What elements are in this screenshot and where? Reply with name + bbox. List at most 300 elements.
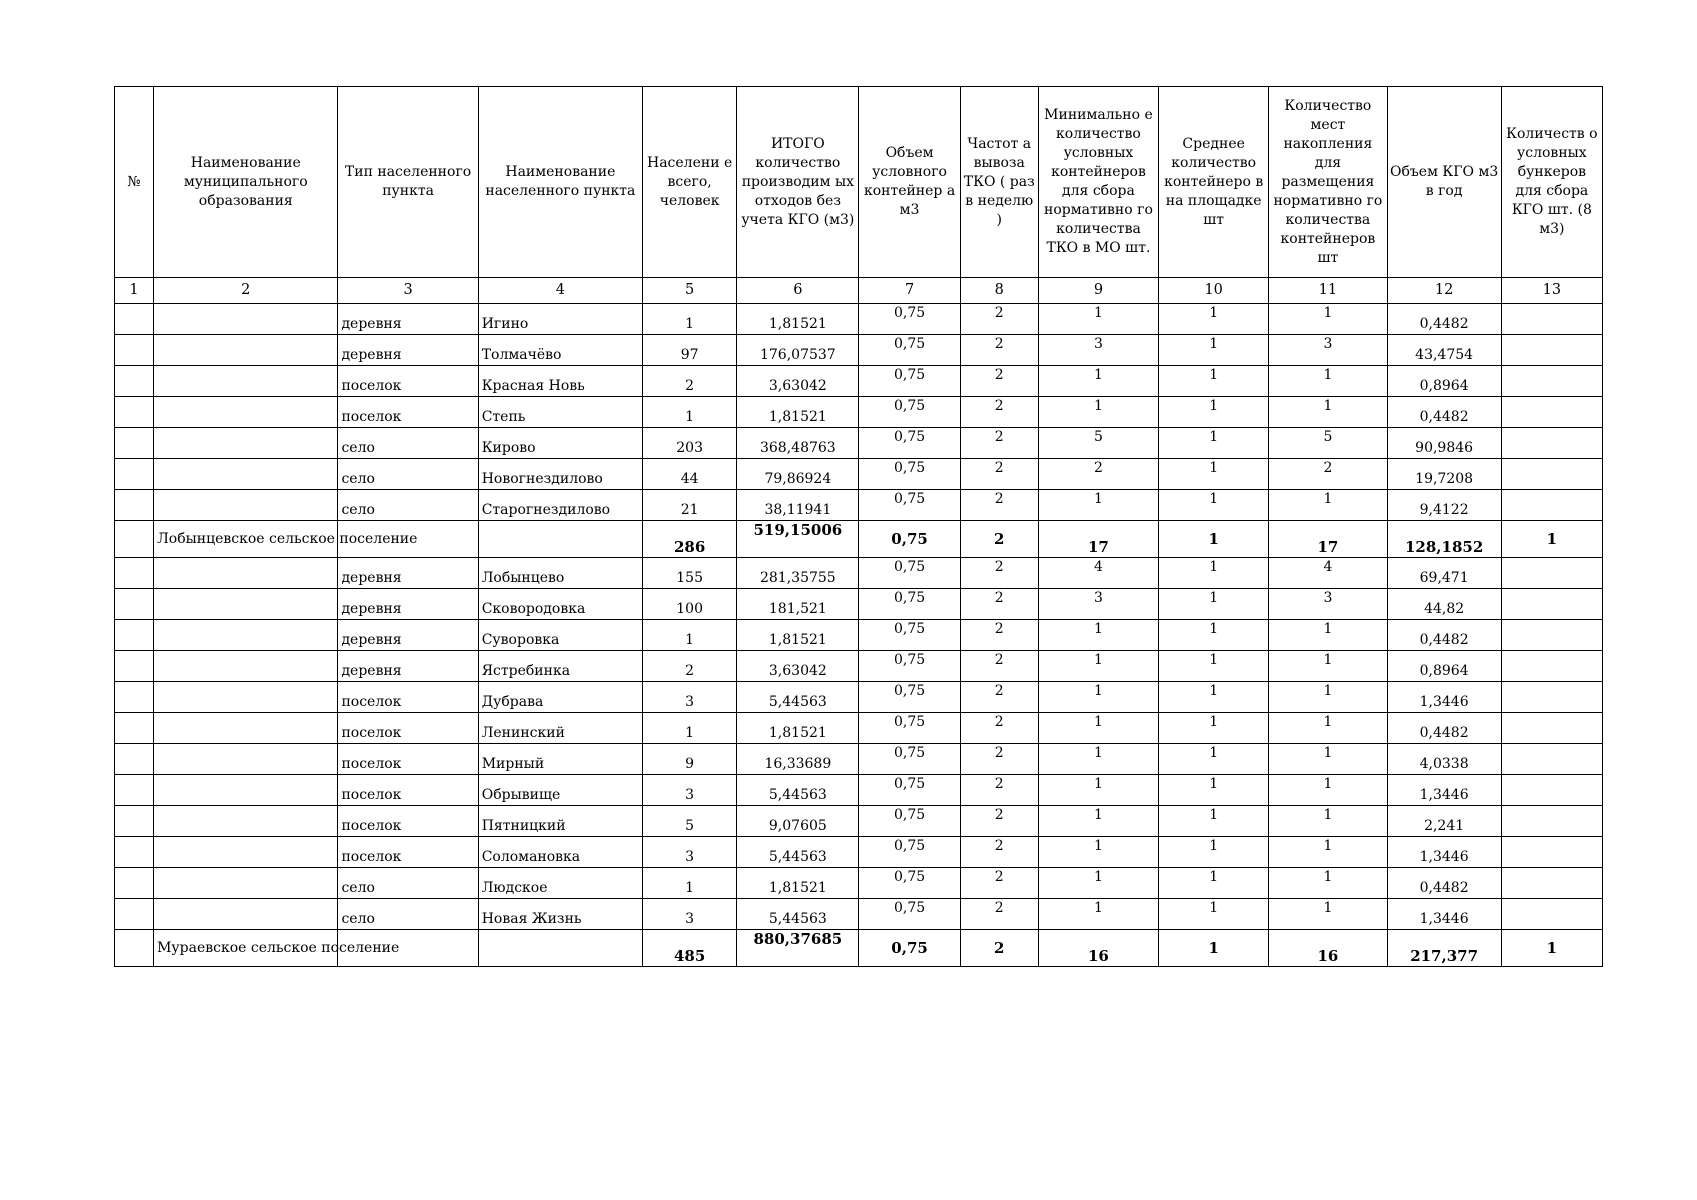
column-header: № (115, 87, 154, 278)
cell-bunkers (1501, 304, 1602, 335)
cell-places: 1 (1269, 651, 1387, 682)
cell-kgo-volume: 0,4482 (1387, 868, 1501, 899)
column-number: 9 (1038, 278, 1158, 304)
cell-min-containers: 4 (1038, 558, 1158, 589)
cell-municipality (154, 651, 338, 682)
cell-min-containers: 5 (1038, 428, 1158, 459)
cell-name: Степь (478, 397, 642, 428)
cell-bunkers (1501, 837, 1602, 868)
cell-bunkers (1501, 682, 1602, 713)
cell-avg-containers: 1 (1159, 490, 1269, 521)
cell-min-containers: 1 (1038, 620, 1158, 651)
cell-no (115, 837, 154, 868)
cell-kgo-volume: 1,3446 (1387, 899, 1501, 930)
header-row (115, 87, 1603, 278)
cell-name (478, 930, 642, 967)
cell-container-volume: 0,75 (859, 589, 960, 620)
cell-kgo-volume: 69,471 (1387, 558, 1501, 589)
cell-waste-total: 1,81521 (737, 713, 859, 744)
cell-frequency: 2 (960, 366, 1038, 397)
cell-type: поселок (338, 713, 478, 744)
column-number: 5 (643, 278, 737, 304)
cell-kgo-volume: 0,4482 (1387, 620, 1501, 651)
cell-municipality (154, 682, 338, 713)
cell-avg-containers: 1 (1159, 899, 1269, 930)
cell-avg-containers: 1 (1159, 366, 1269, 397)
cell-places: 2 (1269, 459, 1387, 490)
cell-population: 203 (643, 428, 737, 459)
cell-places: 1 (1269, 775, 1387, 806)
cell-kgo-volume: 1,3446 (1387, 837, 1501, 868)
cell-type: деревня (338, 651, 478, 682)
cell-frequency: 2 (960, 713, 1038, 744)
cell-min-containers: 1 (1038, 775, 1158, 806)
cell-no (115, 397, 154, 428)
table-row (115, 304, 1603, 335)
cell-places: 1 (1269, 806, 1387, 837)
municipality-name: Мураевское сельское поселение (154, 930, 338, 967)
cell-avg-containers: 1 (1159, 682, 1269, 713)
cell-kgo-volume: 1,3446 (1387, 775, 1501, 806)
cell-population: 2 (643, 366, 737, 397)
cell-container-volume: 0,75 (859, 366, 960, 397)
cell-no (115, 521, 154, 558)
column-number: 4 (478, 278, 642, 304)
cell-no (115, 806, 154, 837)
cell-name: Толмачёво (478, 335, 642, 366)
cell-municipality (154, 899, 338, 930)
cell-population: 1 (643, 620, 737, 651)
cell-population: 3 (643, 775, 737, 806)
cell-kgo-volume: 2,241 (1387, 806, 1501, 837)
column-number: 2 (154, 278, 338, 304)
cell-waste-total: 176,07537 (737, 335, 859, 366)
cell-container-volume: 0,75 (859, 682, 960, 713)
table-row (115, 428, 1603, 459)
cell-population: 97 (643, 335, 737, 366)
cell-frequency: 2 (960, 806, 1038, 837)
cell-frequency: 2 (960, 304, 1038, 335)
cell-population: 3 (643, 899, 737, 930)
cell-places: 1 (1269, 620, 1387, 651)
cell-population: 155 (643, 558, 737, 589)
cell-min-containers: 2 (1038, 459, 1158, 490)
cell-bunkers (1501, 558, 1602, 589)
cell-frequency: 2 (960, 397, 1038, 428)
column-number: 3 (338, 278, 478, 304)
cell-frequency: 2 (960, 620, 1038, 651)
cell-bunkers (1501, 744, 1602, 775)
cell-bunkers (1501, 806, 1602, 837)
cell-name: Старогнездилово (478, 490, 642, 521)
cell-container-volume: 0,75 (859, 775, 960, 806)
cell-places: 1 (1269, 868, 1387, 899)
cell-name: Ястребинка (478, 651, 642, 682)
cell-waste-total: 1,81521 (737, 868, 859, 899)
cell-type: деревня (338, 558, 478, 589)
cell-places: 1 (1269, 304, 1387, 335)
cell-municipality (154, 775, 338, 806)
cell-municipality (154, 490, 338, 521)
table-row (115, 713, 1603, 744)
cell-no (115, 868, 154, 899)
cell-kgo-volume: 44,82 (1387, 589, 1501, 620)
cell-no (115, 682, 154, 713)
cell-type: деревня (338, 620, 478, 651)
cell-name: Игино (478, 304, 642, 335)
cell-bunkers (1501, 713, 1602, 744)
cell-type: деревня (338, 304, 478, 335)
table-row (115, 589, 1603, 620)
cell-places: 1 (1269, 744, 1387, 775)
cell-waste-total: 1,81521 (737, 620, 859, 651)
cell-bunkers (1501, 397, 1602, 428)
cell-places: 1 (1269, 713, 1387, 744)
column-header: Объем условного контейнер а м3 (859, 87, 960, 278)
column-number: 11 (1269, 278, 1387, 304)
cell-places: 1 (1269, 397, 1387, 428)
cell-avg-containers: 1 (1159, 837, 1269, 868)
cell-waste-total: 3,63042 (737, 651, 859, 682)
cell-population: 3 (643, 837, 737, 868)
subtotal-row (115, 930, 1603, 967)
cell-no (115, 651, 154, 682)
cell-container-volume: 0,75 (859, 428, 960, 459)
cell-container-volume: 0,75 (859, 304, 960, 335)
cell-places: 5 (1269, 428, 1387, 459)
cell-min-containers: 3 (1038, 335, 1158, 366)
column-header: Частот а вывоза ТКО ( раз в неделю ) (960, 87, 1038, 278)
waste-containers-table (114, 86, 1603, 967)
cell-waste-total: 5,44563 (737, 682, 859, 713)
column-header: ИТОГО количество производим ых отходов без учета КГО (м3) (737, 87, 859, 278)
cell-frequency: 2 (960, 837, 1038, 868)
cell-bunkers: 1 (1501, 521, 1602, 558)
table-row (115, 558, 1603, 589)
cell-container-volume: 0,75 (859, 930, 960, 967)
cell-avg-containers: 1 (1159, 713, 1269, 744)
cell-population: 485 (643, 930, 737, 967)
cell-places: 16 (1269, 930, 1387, 967)
cell-frequency: 2 (960, 775, 1038, 806)
cell-waste-total: 5,44563 (737, 837, 859, 868)
cell-frequency: 2 (960, 335, 1038, 366)
column-number: 8 (960, 278, 1038, 304)
cell-no (115, 713, 154, 744)
cell-avg-containers: 1 (1159, 651, 1269, 682)
cell-waste-total: 9,07605 (737, 806, 859, 837)
column-header: Объем КГО м3 в год (1387, 87, 1501, 278)
cell-min-containers: 1 (1038, 899, 1158, 930)
cell-min-containers: 1 (1038, 806, 1158, 837)
cell-kgo-volume: 128,1852 (1387, 521, 1501, 558)
cell-municipality (154, 558, 338, 589)
cell-waste-total: 181,521 (737, 589, 859, 620)
cell-waste-total: 281,35755 (737, 558, 859, 589)
cell-name: Суворовка (478, 620, 642, 651)
cell-avg-containers: 1 (1159, 459, 1269, 490)
cell-places: 1 (1269, 899, 1387, 930)
cell-container-volume: 0,75 (859, 806, 960, 837)
table-row (115, 366, 1603, 397)
cell-bunkers: 1 (1501, 930, 1602, 967)
cell-frequency: 2 (960, 930, 1038, 967)
cell-min-containers: 1 (1038, 490, 1158, 521)
cell-waste-total: 1,81521 (737, 304, 859, 335)
table-row (115, 682, 1603, 713)
cell-no (115, 428, 154, 459)
cell-kgo-volume: 0,4482 (1387, 304, 1501, 335)
cell-no (115, 490, 154, 521)
table-row (115, 490, 1603, 521)
cell-kgo-volume: 1,3446 (1387, 682, 1501, 713)
cell-min-containers: 1 (1038, 366, 1158, 397)
table-row (115, 620, 1603, 651)
cell-kgo-volume: 0,4482 (1387, 713, 1501, 744)
cell-name: Ленинский (478, 713, 642, 744)
cell-min-containers: 1 (1038, 651, 1158, 682)
column-header: Тип населенного пункта (338, 87, 478, 278)
cell-waste-total: 1,81521 (737, 397, 859, 428)
cell-municipality (154, 304, 338, 335)
table-row (115, 806, 1603, 837)
cell-bunkers (1501, 589, 1602, 620)
cell-population: 1 (643, 713, 737, 744)
cell-avg-containers: 1 (1159, 589, 1269, 620)
cell-min-containers: 3 (1038, 589, 1158, 620)
cell-type: село (338, 459, 478, 490)
column-number: 13 (1501, 278, 1602, 304)
cell-container-volume: 0,75 (859, 558, 960, 589)
table-row (115, 775, 1603, 806)
cell-frequency: 2 (960, 899, 1038, 930)
cell-type: деревня (338, 589, 478, 620)
cell-frequency: 2 (960, 589, 1038, 620)
cell-type: поселок (338, 775, 478, 806)
cell-population: 1 (643, 397, 737, 428)
column-header: Населени е всего, человек (643, 87, 737, 278)
cell-kgo-volume: 19,7208 (1387, 459, 1501, 490)
cell-municipality (154, 428, 338, 459)
cell-type: село (338, 428, 478, 459)
cell-container-volume: 0,75 (859, 744, 960, 775)
cell-name: Мирный (478, 744, 642, 775)
column-header: Наименование муниципального образования (154, 87, 338, 278)
cell-waste-total: 368,48763 (737, 428, 859, 459)
cell-type: село (338, 868, 478, 899)
cell-kgo-volume: 9,4122 (1387, 490, 1501, 521)
cell-population: 5 (643, 806, 737, 837)
cell-name: Лобынцево (478, 558, 642, 589)
table-body (115, 304, 1603, 967)
cell-kgo-volume: 0,8964 (1387, 366, 1501, 397)
cell-places: 1 (1269, 682, 1387, 713)
cell-no (115, 558, 154, 589)
cell-type: село (338, 899, 478, 930)
cell-name: Дубрава (478, 682, 642, 713)
cell-no (115, 744, 154, 775)
cell-places: 17 (1269, 521, 1387, 558)
cell-municipality (154, 713, 338, 744)
cell-waste-total: 38,11941 (737, 490, 859, 521)
cell-no (115, 589, 154, 620)
cell-population: 1 (643, 868, 737, 899)
cell-frequency: 2 (960, 521, 1038, 558)
cell-kgo-volume: 0,8964 (1387, 651, 1501, 682)
cell-avg-containers: 1 (1159, 868, 1269, 899)
cell-avg-containers: 1 (1159, 775, 1269, 806)
cell-min-containers: 1 (1038, 713, 1158, 744)
cell-bunkers (1501, 868, 1602, 899)
cell-container-volume: 0,75 (859, 335, 960, 366)
cell-waste-total: 519,15006 (737, 521, 859, 558)
cell-min-containers: 1 (1038, 304, 1158, 335)
cell-name: Соломановка (478, 837, 642, 868)
cell-name: Красная Новь (478, 366, 642, 397)
cell-name: Сковородовка (478, 589, 642, 620)
cell-places: 1 (1269, 366, 1387, 397)
cell-frequency: 2 (960, 459, 1038, 490)
cell-container-volume: 0,75 (859, 397, 960, 428)
cell-bunkers (1501, 620, 1602, 651)
cell-avg-containers: 1 (1159, 397, 1269, 428)
cell-no (115, 930, 154, 967)
cell-kgo-volume: 0,4482 (1387, 397, 1501, 428)
cell-container-volume: 0,75 (859, 868, 960, 899)
cell-municipality (154, 837, 338, 868)
cell-min-containers: 1 (1038, 682, 1158, 713)
column-number: 10 (1159, 278, 1269, 304)
cell-name: Пятницкий (478, 806, 642, 837)
cell-min-containers: 1 (1038, 868, 1158, 899)
cell-avg-containers: 1 (1159, 744, 1269, 775)
column-number: 6 (737, 278, 859, 304)
cell-bunkers (1501, 335, 1602, 366)
table-row (115, 744, 1603, 775)
cell-municipality (154, 744, 338, 775)
cell-type: поселок (338, 806, 478, 837)
cell-waste-total: 5,44563 (737, 899, 859, 930)
table-row (115, 651, 1603, 682)
cell-container-volume: 0,75 (859, 651, 960, 682)
cell-min-containers: 1 (1038, 744, 1158, 775)
cell-min-containers: 1 (1038, 837, 1158, 868)
cell-type: село (338, 490, 478, 521)
column-number: 12 (1387, 278, 1501, 304)
cell-container-volume: 0,75 (859, 490, 960, 521)
column-number: 7 (859, 278, 960, 304)
cell-population: 1 (643, 304, 737, 335)
cell-min-containers: 17 (1038, 521, 1158, 558)
cell-container-volume: 0,75 (859, 620, 960, 651)
cell-no (115, 620, 154, 651)
cell-waste-total: 880,37685 (737, 930, 859, 967)
cell-waste-total: 3,63042 (737, 366, 859, 397)
cell-kgo-volume: 217,377 (1387, 930, 1501, 967)
cell-avg-containers: 1 (1159, 558, 1269, 589)
cell-waste-total: 5,44563 (737, 775, 859, 806)
cell-frequency: 2 (960, 490, 1038, 521)
cell-type: поселок (338, 744, 478, 775)
table-row (115, 397, 1603, 428)
table-row (115, 459, 1603, 490)
cell-places: 3 (1269, 589, 1387, 620)
cell-bunkers (1501, 899, 1602, 930)
cell-container-volume: 0,75 (859, 521, 960, 558)
cell-population: 286 (643, 521, 737, 558)
cell-min-containers: 1 (1038, 397, 1158, 428)
cell-waste-total: 16,33689 (737, 744, 859, 775)
table-row (115, 868, 1603, 899)
cell-avg-containers: 1 (1159, 930, 1269, 967)
cell-municipality (154, 868, 338, 899)
cell-avg-containers: 1 (1159, 304, 1269, 335)
cell-container-volume: 0,75 (859, 837, 960, 868)
cell-bunkers (1501, 428, 1602, 459)
cell-frequency: 2 (960, 744, 1038, 775)
cell-population: 21 (643, 490, 737, 521)
cell-municipality (154, 806, 338, 837)
cell-population: 9 (643, 744, 737, 775)
cell-frequency: 2 (960, 868, 1038, 899)
cell-population: 2 (643, 651, 737, 682)
cell-no (115, 459, 154, 490)
cell-avg-containers: 1 (1159, 428, 1269, 459)
cell-frequency: 2 (960, 428, 1038, 459)
cell-population: 3 (643, 682, 737, 713)
subtotal-row (115, 521, 1603, 558)
cell-waste-total: 79,86924 (737, 459, 859, 490)
cell-places: 4 (1269, 558, 1387, 589)
cell-container-volume: 0,75 (859, 899, 960, 930)
cell-bunkers (1501, 651, 1602, 682)
cell-no (115, 366, 154, 397)
cell-municipality (154, 459, 338, 490)
cell-name (478, 521, 642, 558)
cell-name: Новая Жизнь (478, 899, 642, 930)
cell-frequency: 2 (960, 682, 1038, 713)
cell-frequency: 2 (960, 558, 1038, 589)
table-row (115, 837, 1603, 868)
cell-kgo-volume: 43,4754 (1387, 335, 1501, 366)
cell-type: поселок (338, 366, 478, 397)
column-header: Минимально е количество условных контейнеров для сбора нормативно го количества ТКО в МО шт. (1038, 87, 1158, 278)
cell-municipality (154, 589, 338, 620)
column-header: Количество мест накопления для размещения нормативно го количества контейнеров шт (1269, 87, 1387, 278)
cell-places: 3 (1269, 335, 1387, 366)
cell-bunkers (1501, 459, 1602, 490)
cell-type: поселок (338, 397, 478, 428)
cell-bunkers (1501, 775, 1602, 806)
table-row (115, 335, 1603, 366)
cell-min-containers: 16 (1038, 930, 1158, 967)
cell-no (115, 899, 154, 930)
cell-municipality (154, 335, 338, 366)
cell-kgo-volume: 90,9846 (1387, 428, 1501, 459)
cell-population: 44 (643, 459, 737, 490)
table-row (115, 899, 1603, 930)
document-page (114, 86, 1603, 967)
column-header: Количеств о условных бункеров для сбора КГО шт. (8 м3) (1501, 87, 1602, 278)
cell-type: поселок (338, 837, 478, 868)
cell-avg-containers: 1 (1159, 521, 1269, 558)
cell-type: поселок (338, 682, 478, 713)
cell-name: Людское (478, 868, 642, 899)
cell-no (115, 775, 154, 806)
cell-name: Кирово (478, 428, 642, 459)
cell-municipality (154, 620, 338, 651)
column-number: 1 (115, 278, 154, 304)
